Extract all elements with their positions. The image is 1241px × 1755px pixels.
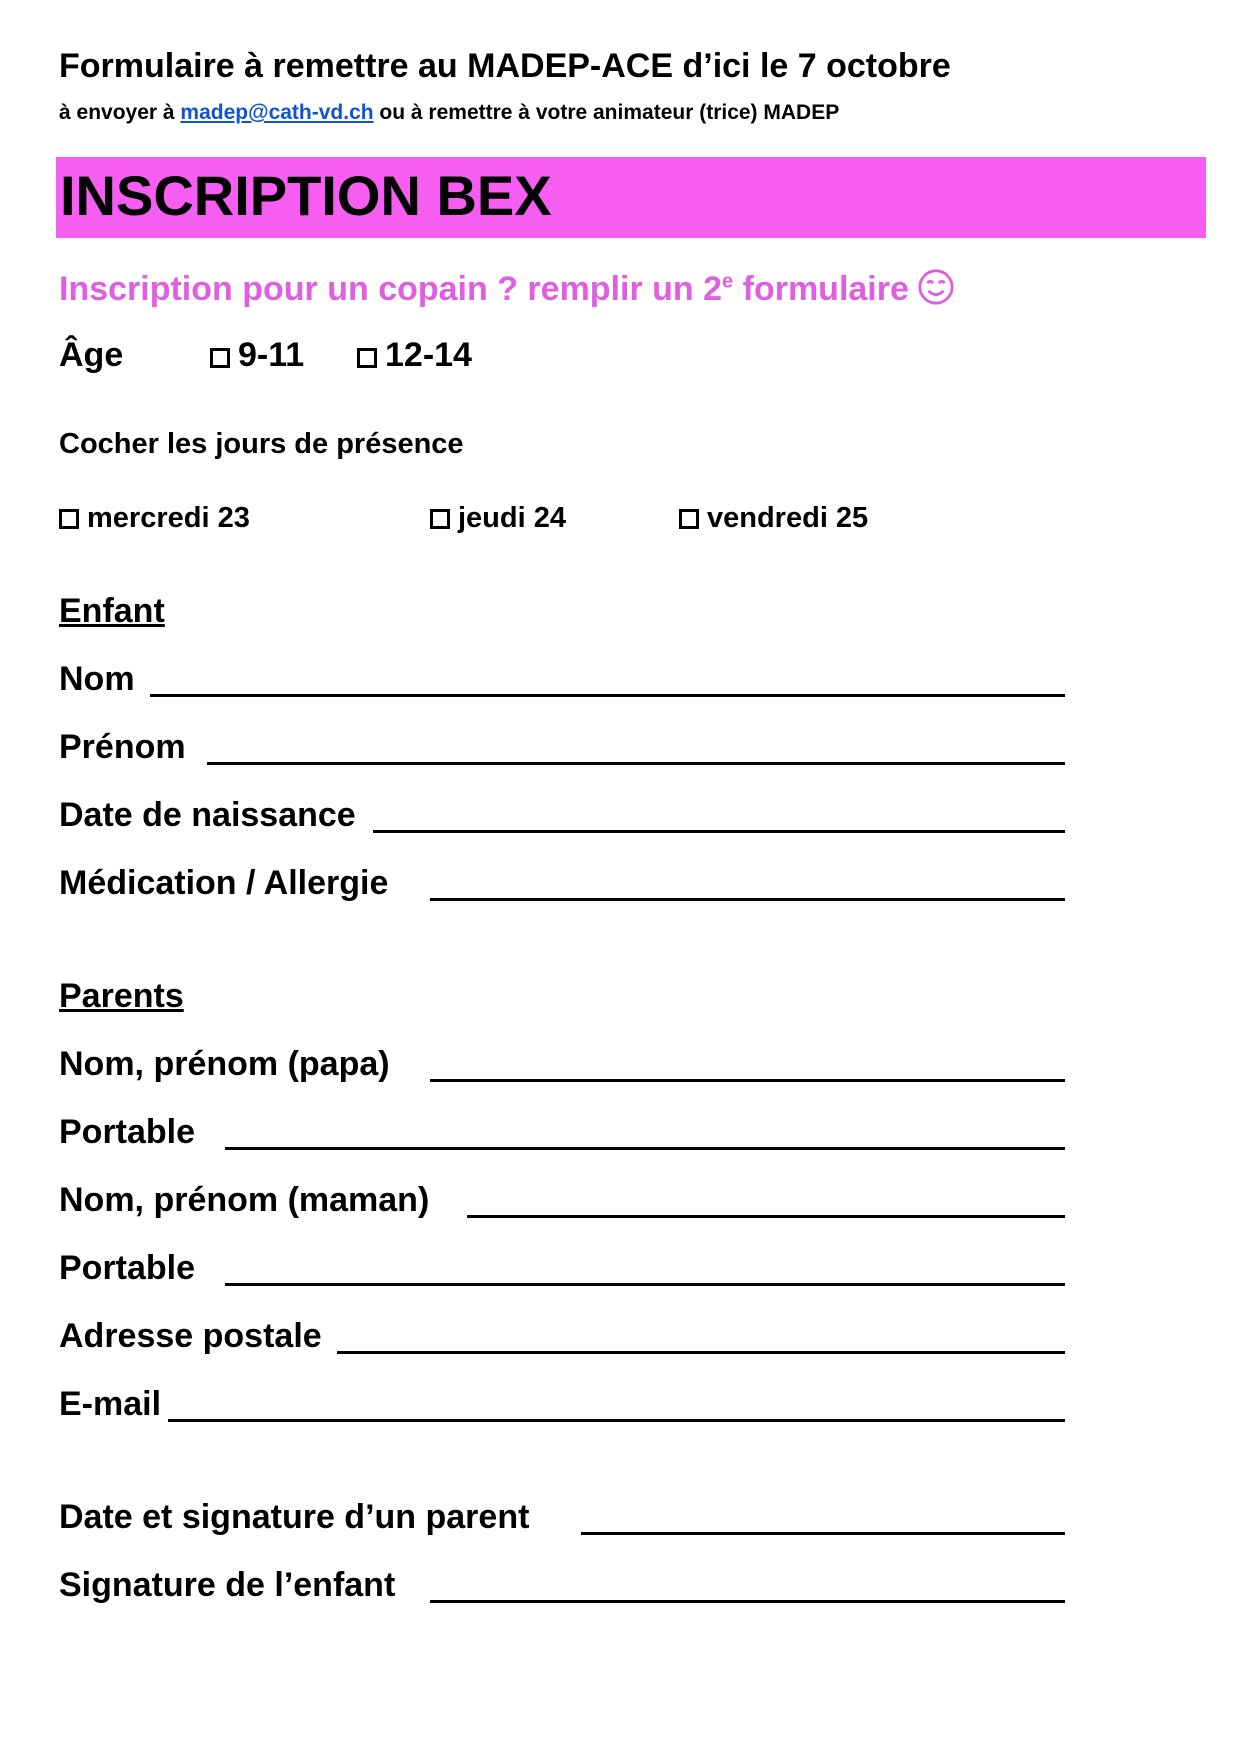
field-label-date-naissance: Date de naissance bbox=[59, 796, 356, 834]
maman-input-line[interactable] bbox=[467, 1215, 1065, 1218]
section-parents: Parents bbox=[59, 977, 184, 1015]
portable-maman-input-line[interactable] bbox=[225, 1283, 1065, 1286]
checkbox[interactable] bbox=[679, 509, 699, 529]
email-link[interactable]: madep@cath-vd.ch bbox=[180, 101, 374, 124]
day-option-jeudi[interactable] bbox=[430, 502, 566, 535]
field-label-adresse: Adresse postale bbox=[59, 1317, 322, 1355]
field-label-maman: Nom, prénom (maman) bbox=[59, 1181, 430, 1219]
copain-text-end: formulaire bbox=[733, 270, 909, 308]
portable-papa-input-line[interactable] bbox=[225, 1147, 1065, 1150]
age-option-12-14[interactable] bbox=[357, 336, 472, 375]
checkbox[interactable] bbox=[210, 348, 230, 368]
adresse-input-line[interactable] bbox=[337, 1351, 1065, 1354]
day-option-mercredi[interactable] bbox=[59, 502, 250, 535]
checkbox[interactable] bbox=[59, 509, 79, 529]
field-label-papa: Nom, prénom (papa) bbox=[59, 1045, 390, 1083]
date-naissance-input-line[interactable] bbox=[373, 830, 1065, 833]
checkbox[interactable] bbox=[430, 509, 450, 529]
signature-enfant-input-line[interactable] bbox=[430, 1600, 1065, 1603]
field-label-portable-maman: Portable bbox=[59, 1249, 196, 1287]
field-label-medication: Médication / Allergie bbox=[59, 864, 389, 902]
days-label: Cocher les jours de présence bbox=[59, 428, 464, 460]
header-title: Formulaire à remettre au MADEP-ACE d’ici le 7 octobre bbox=[59, 47, 951, 85]
day-option-vendredi[interactable] bbox=[679, 502, 868, 535]
copain-text: Inscription pour un copain ? remplir un 2 bbox=[59, 270, 723, 308]
day-option-label: jeudi 24 bbox=[458, 502, 566, 534]
field-label-signature-enfant: Signature de l’enfant bbox=[59, 1566, 396, 1604]
age-label: Âge bbox=[59, 336, 124, 374]
field-label-portable-papa: Portable bbox=[59, 1113, 196, 1151]
copain-sup: e bbox=[722, 270, 734, 293]
age-option-9-11[interactable] bbox=[210, 336, 304, 375]
signature-parent-input-line[interactable] bbox=[581, 1532, 1065, 1535]
banner-title: INSCRIPTION BEX bbox=[60, 164, 552, 227]
checkbox[interactable] bbox=[357, 348, 377, 368]
day-option-label: vendredi 25 bbox=[707, 502, 869, 534]
header-sub-prefix: à envoyer à bbox=[59, 101, 181, 124]
papa-input-line[interactable] bbox=[430, 1079, 1065, 1082]
day-option-label: mercredi 23 bbox=[87, 502, 250, 534]
copain-note bbox=[59, 268, 955, 309]
section-enfant: Enfant bbox=[59, 592, 165, 630]
email-input-line[interactable] bbox=[168, 1419, 1065, 1422]
medication-input-line[interactable] bbox=[430, 898, 1065, 901]
nom-input-line[interactable] bbox=[150, 694, 1065, 697]
field-label-signature-parent: Date et signature d’un parent bbox=[59, 1498, 530, 1536]
smiley-icon bbox=[917, 268, 955, 306]
field-label-nom: Nom bbox=[59, 660, 135, 698]
field-label-email: E-mail bbox=[59, 1385, 162, 1423]
age-option-label: 9-11 bbox=[238, 336, 305, 374]
title-banner bbox=[56, 157, 1206, 238]
prenom-input-line[interactable] bbox=[207, 762, 1065, 765]
field-label-prenom: Prénom bbox=[59, 728, 186, 766]
age-option-label: 12-14 bbox=[385, 336, 472, 374]
header-sub-suffix: ou à remettre à votre animateur (trice) MADEP bbox=[373, 101, 840, 124]
header-subtitle bbox=[59, 101, 839, 125]
